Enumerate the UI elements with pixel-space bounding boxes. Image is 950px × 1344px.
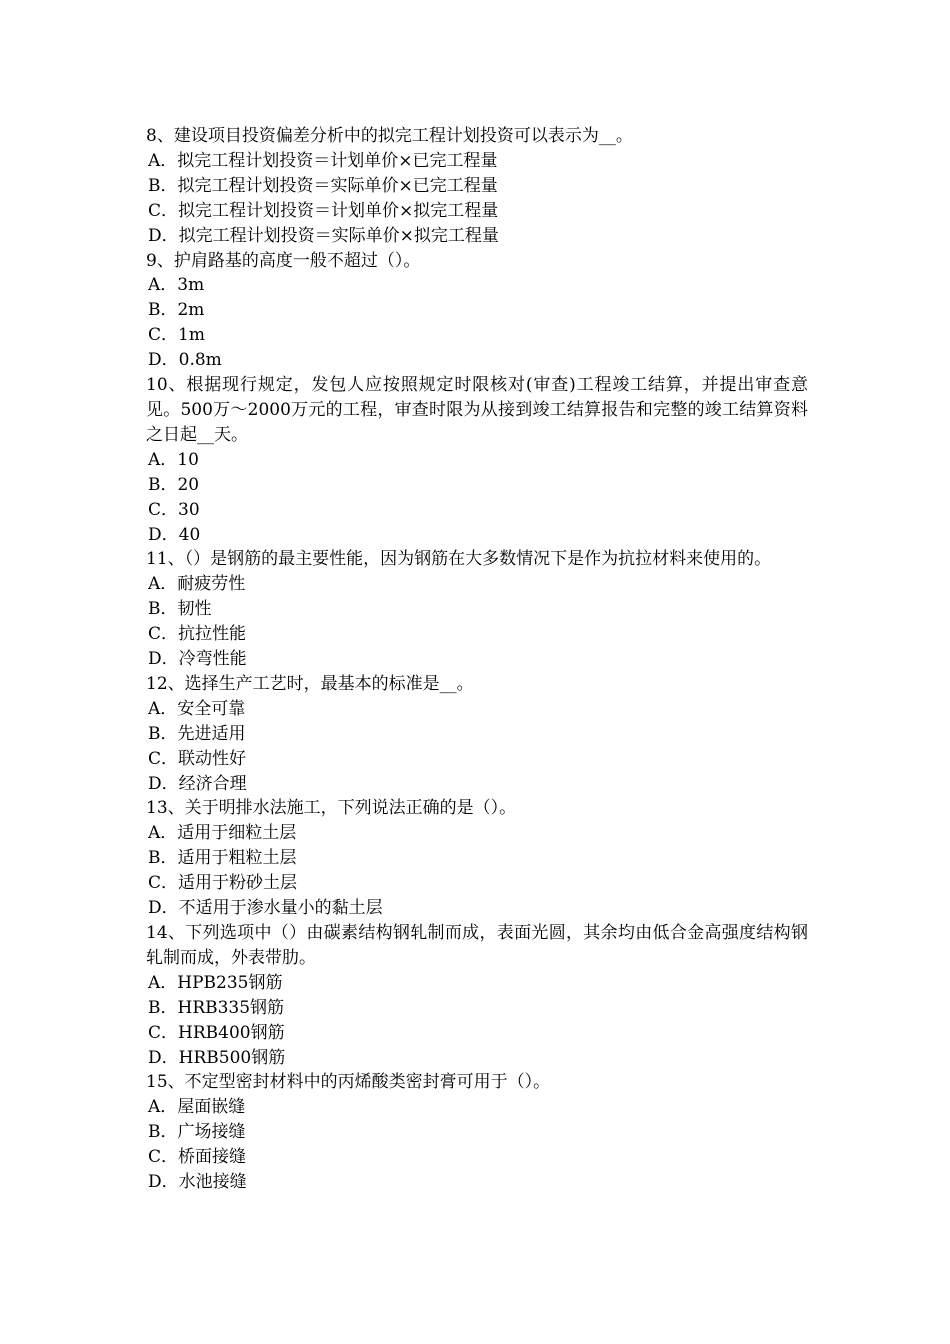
option-b: B．先进适用 (148, 723, 246, 744)
question-stem: 13、关于明排水法施工，下列说法正确的是（）。 (146, 798, 517, 819)
option-d: D．40 (148, 524, 201, 545)
question-stem: 9、护肩路基的高度一般不超过（）。 (146, 250, 421, 271)
option-b: B．韧性 (148, 599, 212, 620)
question-stem: 11、（）是钢筋的最主要性能，因为钢筋在大多数情况下是作为抗拉材料来使用的。 (146, 549, 772, 570)
option-a: A．屋面嵌缝 (148, 1097, 246, 1118)
option-d: D．水池接缝 (148, 1172, 247, 1193)
question-stem: 15、不定型密封材料中的丙烯酸类密封膏可用于（）。 (146, 1072, 551, 1093)
option-c: C．30 (148, 499, 200, 520)
option-a: A．3m (148, 275, 205, 296)
option-d: D．拟完工程计划投资＝实际单价×拟完工程量 (148, 225, 499, 246)
option-d: D．经济合理 (148, 773, 247, 794)
option-b: B．2m (148, 300, 205, 321)
question-block (146, 249, 808, 374)
option-d: D．冷弯性能 (148, 649, 247, 670)
option-c: C．拟完工程计划投资＝计划单价×拟完工程量 (148, 200, 499, 221)
question-list (146, 124, 808, 1195)
option-a: A．适用于细粒土层 (148, 823, 297, 844)
question-block (146, 373, 808, 547)
option-a: A．耐疲劳性 (148, 574, 246, 595)
option-c: C．HRB400钢筋 (148, 1022, 285, 1043)
option-d: D．HRB500钢筋 (148, 1047, 286, 1068)
option-c: C．联动性好 (148, 748, 247, 769)
question-block (146, 921, 808, 1070)
option-b: B．HRB335钢筋 (148, 997, 285, 1018)
option-d: D．不适用于渗水量小的黏土层 (148, 898, 383, 919)
question-block (146, 672, 808, 797)
option-c: C．抗拉性能 (148, 624, 247, 645)
option-a: A．拟完工程计划投资＝计划单价×已完工程量 (148, 150, 498, 171)
question-block (146, 1070, 808, 1195)
option-a: A．安全可靠 (148, 698, 246, 719)
option-c: C．适用于粉砂土层 (148, 873, 298, 894)
question-stem: 14、下列选项中（）由碳素结构钢轧制而成，表面光圆，其余均由低合金高强度结构钢轧制而成，外表带肋。 (146, 923, 808, 968)
option-a: A．10 (148, 449, 199, 470)
option-c: C．桥面接缝 (148, 1147, 247, 1168)
question-stem: 8、建设项目投资偏差分析中的拟完工程计划投资可以表示为__。 (146, 126, 633, 146)
option-a: A．HPB235钢筋 (148, 972, 283, 993)
option-b: B．广场接缝 (148, 1122, 246, 1143)
question-block (146, 547, 808, 672)
option-b: B．拟完工程计划投资＝实际单价×已完工程量 (148, 175, 498, 196)
option-c: C．1m (148, 325, 205, 346)
question-stem: 12、选择生产工艺时，最基本的标准是__。 (146, 673, 474, 694)
question-block (146, 796, 808, 921)
option-b: B．20 (148, 474, 200, 495)
option-b: B．适用于粗粒土层 (148, 848, 297, 869)
question-stem: 10、根据现行规定，发包人应按照规定时限核对(审查)工程竣工结算，并提出审查意见。500万～2000万元的工程，审查时限为从接到竣工结算报告和完整的竣工结算资料之日起__天。 (146, 375, 808, 445)
option-d: D．0.8m (148, 350, 222, 371)
question-block (146, 124, 808, 249)
